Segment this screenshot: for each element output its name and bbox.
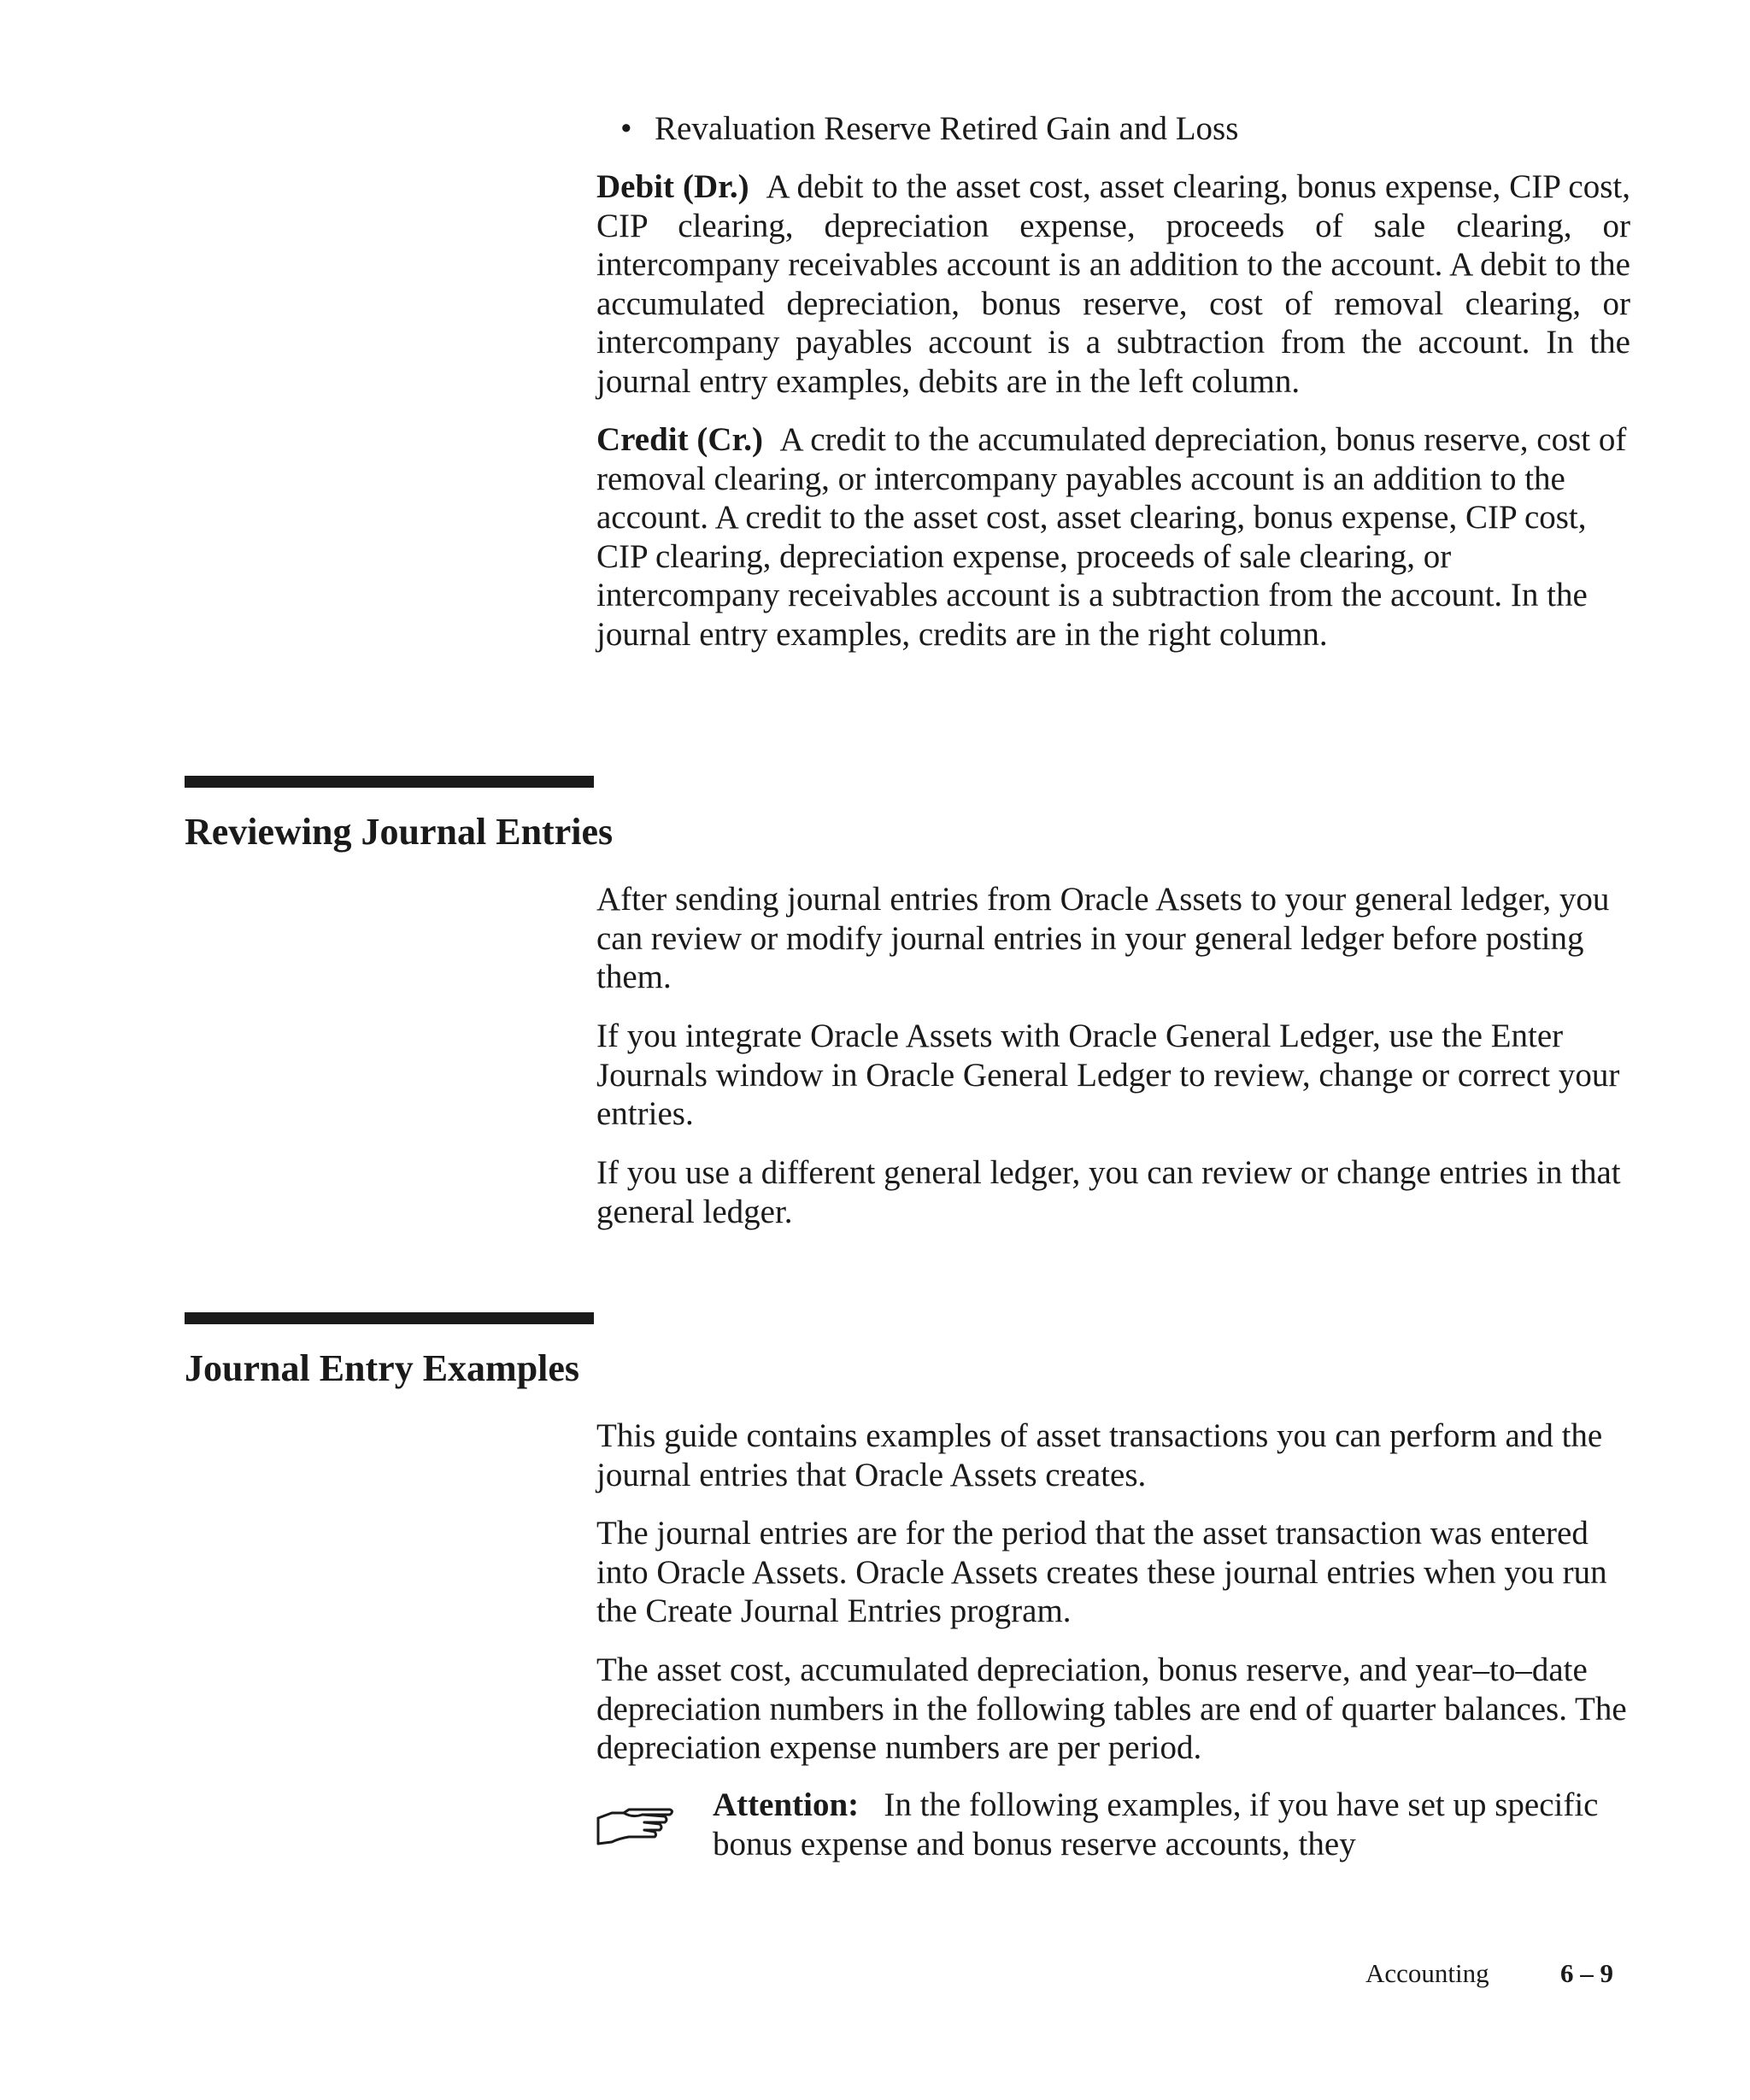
debit-text: A debit to the asset cost, asset clearing, bonus expense, CIP cost, CIP clearing, depreciation expense, proceeds of sale clearing, or intercompany receivables account is an addition to the account. A debit to the accumulated depreciation, bonus reserve, cost of removal clearing, or intercompany payables account is a subtraction from the account. In the journal entry examples, debits are in the left column. [596,168,1631,400]
examples-paragraph-2: The journal entries are for the period that the asset transaction was entered into Oracle Assets. Oracle Assets creates these journal entries when you run the Create Journal Entries program. [596,1515,1607,1629]
section-rule [185,776,594,788]
section-heading-examples: Journal Entry Examples [185,1347,580,1389]
reviewing-paragraph-2: If you integrate Oracle Assets with Oracle General Ledger, use the Enter Journals window in Oracle General Ledger to review, change or correct your entries. [596,1018,1620,1132]
attention-label: Attention: [713,1786,860,1823]
pointing-hand-icon [595,1801,677,1852]
examples-paragraph-3: The asset cost, accumulated depreciation, bonus reserve, and year–to–date depreciation numbers in the following tables are end of quarter balances. The depreciation expense numbers are per period. [596,1651,1627,1766]
footer-section-name: Accounting [1365,1958,1489,1988]
section-rule [185,1312,594,1324]
attention-note [713,1786,1630,1863]
credit-term: Credit (Cr.) [596,421,763,458]
footer-page-number: 6 – 9 [1560,1958,1613,1988]
reviewing-paragraph-1: After sending journal entries from Oracle Assets to your general ledger, you can review or modify journal entries in your general ledger before posting them. [596,881,1610,995]
debit-term: Debit (Dr.) [596,168,749,205]
bullet-icon: • [620,110,632,147]
attention-body: In the following examples, if you have set up specific bonus expense and bonus reserve accounts, they [713,1786,1599,1862]
credit-text: A credit to the accumulated depreciation, bonus reserve, cost of removal clearing, or intercompany payables account is an addition to the account. A credit to the asset cost, asset clearing, bonus expense, CIP cost, CIP clearing, depreciation expense, proceeds of sale clearing, or intercompany receivables account is a subtraction from the account. In the journal entry examples, credits are in the right column. [596,421,1627,653]
bullet-item [620,109,1594,149]
section-heading-reviewing: Reviewing Journal Entries [185,811,614,853]
debit-paragraph [596,167,1630,401]
bullet-text: Revaluation Reserve Retired Gain and Loss [655,110,1239,147]
examples-paragraph-1: This guide contains examples of asset transactions you can perform and the journal entries that Oracle Assets creates. [596,1417,1603,1493]
credit-paragraph [596,420,1630,654]
reviewing-paragraph-3: If you use a different general ledger, you can review or change entries in that general ledger. [596,1154,1621,1230]
